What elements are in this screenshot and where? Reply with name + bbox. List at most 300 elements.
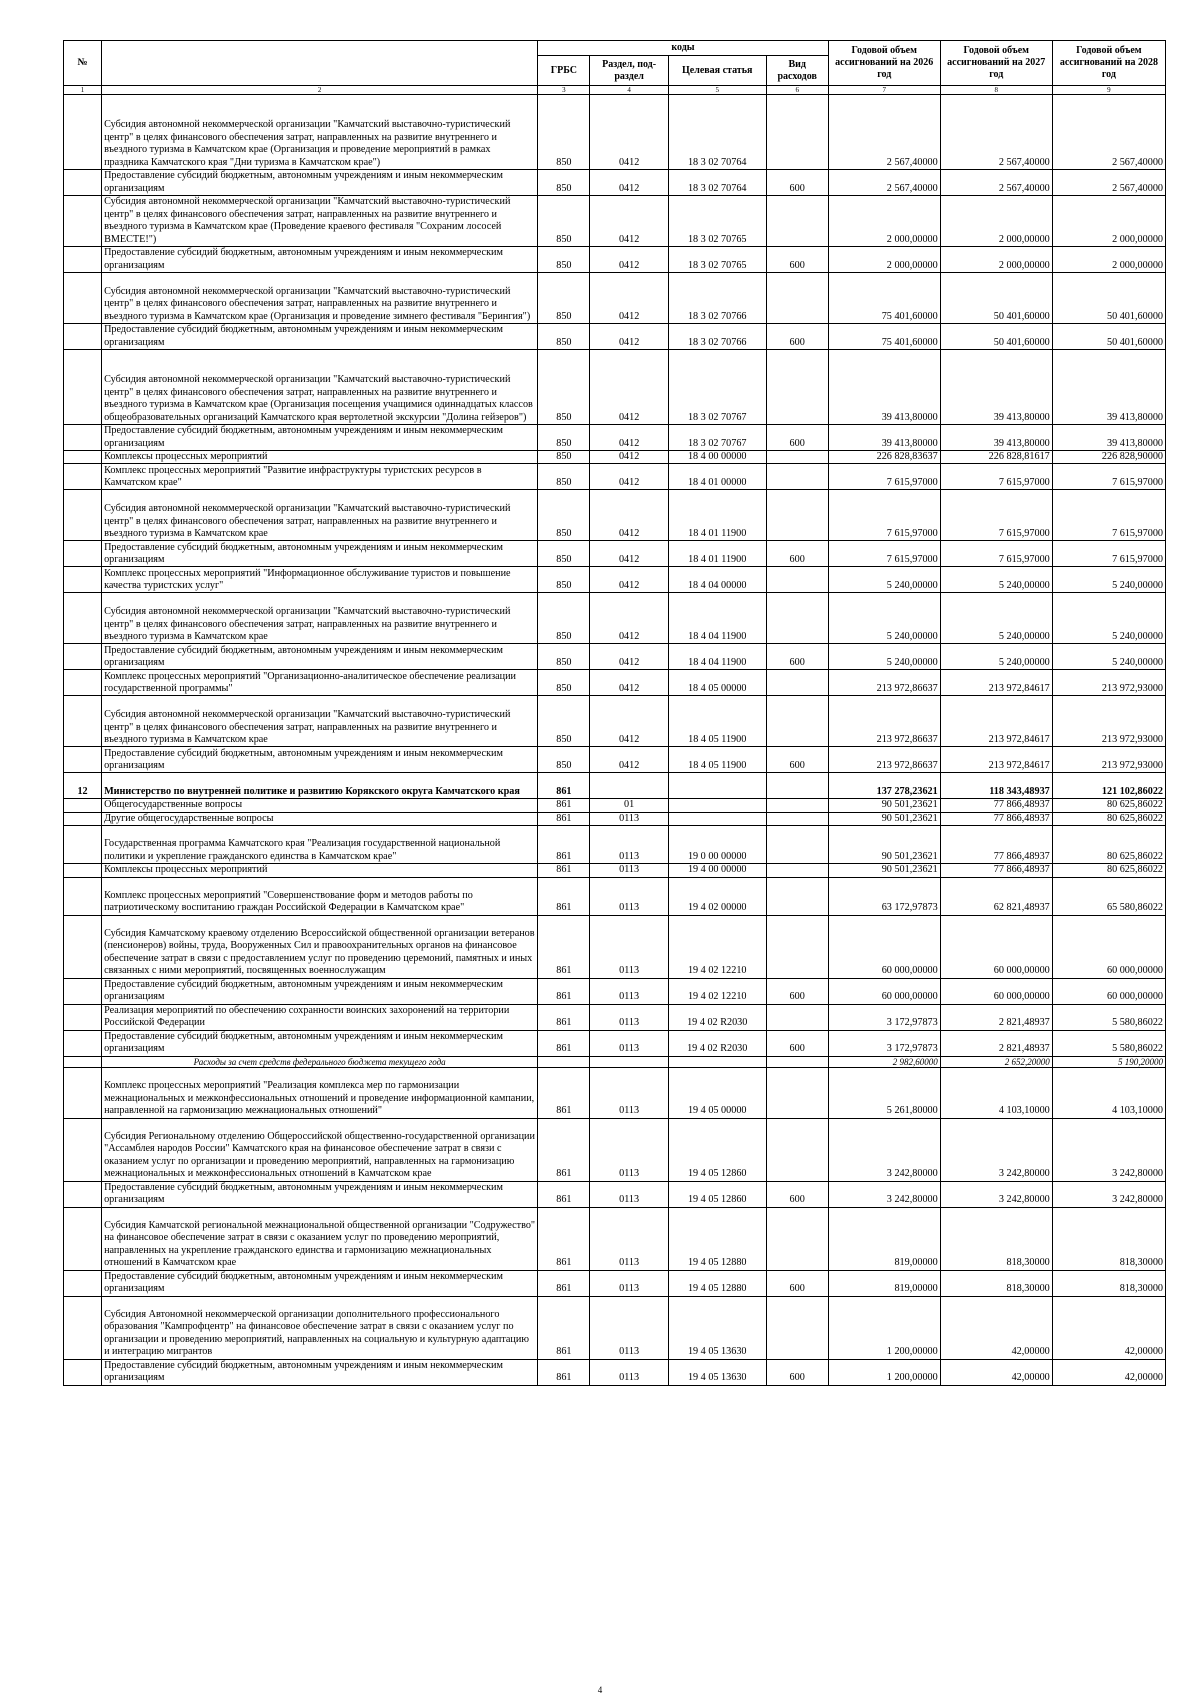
row-razdel: 0113 <box>590 1004 668 1030</box>
row-amount-2027: 2 000,00000 <box>940 247 1052 273</box>
row-description: Предоставление субсидий бюджетным, автономным учреждениям и иным некоммерческим организациям <box>102 1181 538 1207</box>
table-row <box>64 95 1166 170</box>
row-amount-2026: 1 200,00000 <box>828 1296 940 1359</box>
header-2026: Годовой объем ассигнований на 2026 год <box>828 41 940 86</box>
row-target: 19 4 02 12210 <box>668 915 766 978</box>
row-number <box>64 747 102 773</box>
row-amount-2026: 90 501,23621 <box>828 799 940 812</box>
table-row <box>64 877 1166 915</box>
row-amount-2028: 80 625,86022 <box>1052 864 1165 877</box>
row-target: 18 3 02 70767 <box>668 425 766 451</box>
row-amount-2027: 7 615,97000 <box>940 464 1052 490</box>
table-row <box>64 812 1166 825</box>
row-description: Предоставление субсидий бюджетным, автономным учреждениям и иным некоммерческим организациям <box>102 644 538 670</box>
row-number <box>64 915 102 978</box>
row-number <box>64 670 102 696</box>
row-razdel: 0412 <box>590 696 668 747</box>
row-vid: 600 <box>766 1359 828 1385</box>
row-vid: 600 <box>766 1270 828 1296</box>
row-number: 12 <box>64 773 102 799</box>
row-vid <box>766 812 828 825</box>
row-grbs: 850 <box>538 350 590 425</box>
column-number: 2 <box>102 86 538 95</box>
column-number: 3 <box>538 86 590 95</box>
row-grbs: 861 <box>538 1030 590 1056</box>
row-description: Субсидия автономной некоммерческой организации "Камчатский выставочно-туристический центр" в целях финансового обеспечения затрат, направленных на развитие внутреннего и въездного туризма в Камчатском крае <box>102 593 538 644</box>
row-grbs <box>538 1056 590 1067</box>
row-description: Комплекс процессных мероприятий "Развитие инфраструктуры туристских ресурсов в Камчатском крае" <box>102 464 538 490</box>
table-row <box>64 826 1166 864</box>
row-vid: 600 <box>766 1181 828 1207</box>
row-razdel: 0412 <box>590 670 668 696</box>
row-amount-2027: 2 000,00000 <box>940 196 1052 247</box>
row-description: Субсидия Камчатской региональной межнациональной общественной организации "Содружество" на финансовое обеспечение затрат в связи с оказанием услуг по проведению мероприятий, направленных на укрепление гражданского единства и гармонизацию межнациональных отношений в Камчатском крае <box>102 1207 538 1270</box>
table-row <box>64 978 1166 1004</box>
table-row <box>64 273 1166 324</box>
row-grbs: 861 <box>538 1181 590 1207</box>
table-row <box>64 915 1166 978</box>
row-number <box>64 541 102 567</box>
column-number: 5 <box>668 86 766 95</box>
row-razdel: 0412 <box>590 567 668 593</box>
row-amount-2026: 3 242,80000 <box>828 1181 940 1207</box>
row-amount-2026: 90 501,23621 <box>828 826 940 864</box>
table-row <box>64 1118 1166 1181</box>
header-vid: Вид расходов <box>766 56 828 86</box>
row-amount-2026: 213 972,86637 <box>828 670 940 696</box>
column-number: 6 <box>766 86 828 95</box>
row-amount-2026: 5 240,00000 <box>828 567 940 593</box>
row-amount-2028: 2 000,00000 <box>1052 196 1165 247</box>
row-amount-2027: 3 242,80000 <box>940 1118 1052 1181</box>
row-amount-2027: 42,00000 <box>940 1359 1052 1385</box>
row-grbs: 861 <box>538 877 590 915</box>
row-razdel: 0113 <box>590 1030 668 1056</box>
row-grbs: 861 <box>538 1207 590 1270</box>
table-row <box>64 567 1166 593</box>
row-razdel: 0113 <box>590 826 668 864</box>
row-amount-2027: 77 866,48937 <box>940 826 1052 864</box>
row-grbs: 850 <box>538 464 590 490</box>
row-amount-2027: 2 821,48937 <box>940 1030 1052 1056</box>
row-razdel: 0113 <box>590 1296 668 1359</box>
row-target: 19 4 05 12860 <box>668 1181 766 1207</box>
table-row <box>64 644 1166 670</box>
row-grbs: 850 <box>538 567 590 593</box>
header-no: № <box>64 41 102 86</box>
row-vid <box>766 773 828 799</box>
row-target: 19 0 00 00000 <box>668 826 766 864</box>
header-grbs: ГРБС <box>538 56 590 86</box>
row-amount-2028: 4 103,10000 <box>1052 1067 1165 1118</box>
row-vid <box>766 1207 828 1270</box>
header-2028: Годовой объем ассигнований на 2028 год <box>1052 41 1165 86</box>
row-target: 18 4 04 00000 <box>668 567 766 593</box>
row-amount-2026: 39 413,80000 <box>828 425 940 451</box>
row-amount-2026: 2 000,00000 <box>828 247 940 273</box>
table-row <box>64 696 1166 747</box>
row-amount-2028: 5 240,00000 <box>1052 593 1165 644</box>
row-razdel: 0412 <box>590 541 668 567</box>
row-razdel: 0412 <box>590 247 668 273</box>
row-vid: 600 <box>766 170 828 196</box>
row-vid: 600 <box>766 978 828 1004</box>
row-amount-2028: 60 000,00000 <box>1052 915 1165 978</box>
row-description: Министерство по внутренней политике и развитию Корякского округа Камчатского края <box>102 773 538 799</box>
row-vid <box>766 593 828 644</box>
table-row <box>64 196 1166 247</box>
row-description: Комплексы процессных мероприятий <box>102 864 538 877</box>
row-amount-2026: 5 240,00000 <box>828 593 940 644</box>
table-row <box>64 1056 1166 1067</box>
row-amount-2026: 1 200,00000 <box>828 1359 940 1385</box>
table-row <box>64 670 1166 696</box>
row-target <box>668 799 766 812</box>
row-target: 18 4 04 11900 <box>668 593 766 644</box>
table-row <box>64 247 1166 273</box>
row-target: 19 4 05 13630 <box>668 1296 766 1359</box>
row-target: 18 4 01 11900 <box>668 490 766 541</box>
row-target: 19 4 02 R2030 <box>668 1030 766 1056</box>
row-razdel: 0113 <box>590 915 668 978</box>
row-amount-2027: 4 103,10000 <box>940 1067 1052 1118</box>
row-razdel: 0412 <box>590 273 668 324</box>
row-amount-2028: 80 625,86022 <box>1052 799 1165 812</box>
table-row <box>64 324 1166 350</box>
row-amount-2028: 3 242,80000 <box>1052 1181 1165 1207</box>
row-amount-2027: 42,00000 <box>940 1296 1052 1359</box>
row-number <box>64 864 102 877</box>
row-number <box>64 170 102 196</box>
row-amount-2027: 60 000,00000 <box>940 978 1052 1004</box>
row-amount-2027: 2 652,20000 <box>940 1056 1052 1067</box>
row-amount-2027: 5 240,00000 <box>940 567 1052 593</box>
row-number <box>64 567 102 593</box>
row-grbs: 861 <box>538 1296 590 1359</box>
row-amount-2027: 5 240,00000 <box>940 644 1052 670</box>
column-number: 9 <box>1052 86 1165 95</box>
row-amount-2027: 2 567,40000 <box>940 170 1052 196</box>
row-razdel: 0412 <box>590 464 668 490</box>
row-amount-2026: 137 278,23621 <box>828 773 940 799</box>
row-vid <box>766 696 828 747</box>
row-razdel: 0113 <box>590 1067 668 1118</box>
row-vid <box>766 1296 828 1359</box>
row-description: Предоставление субсидий бюджетным, автономным учреждениям и иным некоммерческим организациям <box>102 978 538 1004</box>
row-amount-2026: 819,00000 <box>828 1207 940 1270</box>
row-vid: 600 <box>766 324 828 350</box>
row-description: Общегосударственные вопросы <box>102 799 538 812</box>
row-grbs: 850 <box>538 696 590 747</box>
row-vid <box>766 1118 828 1181</box>
row-amount-2026: 7 615,97000 <box>828 464 940 490</box>
header-2027: Годовой объем ассигнований на 2027 год <box>940 41 1052 86</box>
row-number <box>64 425 102 451</box>
row-description: Комплекс процессных мероприятий "Информационное обслуживание туристов и повышение качества туристских услуг" <box>102 567 538 593</box>
row-target: 18 4 05 11900 <box>668 747 766 773</box>
row-amount-2028: 818,30000 <box>1052 1270 1165 1296</box>
row-razdel: 0412 <box>590 350 668 425</box>
row-amount-2026: 5 261,80000 <box>828 1067 940 1118</box>
row-amount-2026: 3 172,97873 <box>828 1004 940 1030</box>
row-amount-2028: 42,00000 <box>1052 1359 1165 1385</box>
row-amount-2027: 226 828,81617 <box>940 451 1052 464</box>
column-number: 4 <box>590 86 668 95</box>
row-grbs: 850 <box>538 95 590 170</box>
row-vid <box>766 799 828 812</box>
table-row <box>64 1207 1166 1270</box>
row-number <box>64 1067 102 1118</box>
row-number <box>64 1030 102 1056</box>
row-grbs: 861 <box>538 915 590 978</box>
row-amount-2026: 2 000,00000 <box>828 196 940 247</box>
row-vid <box>766 95 828 170</box>
row-vid <box>766 1004 828 1030</box>
row-razdel: 0412 <box>590 170 668 196</box>
row-target <box>668 812 766 825</box>
row-razdel: 0412 <box>590 196 668 247</box>
row-amount-2028: 213 972,93000 <box>1052 747 1165 773</box>
row-amount-2026: 5 240,00000 <box>828 644 940 670</box>
table-body <box>64 95 1166 1386</box>
row-razdel: 0412 <box>590 95 668 170</box>
row-amount-2028: 50 401,60000 <box>1052 273 1165 324</box>
row-target: 19 4 02 R2030 <box>668 1004 766 1030</box>
row-amount-2027: 60 000,00000 <box>940 915 1052 978</box>
row-number <box>64 593 102 644</box>
row-number <box>64 1056 102 1067</box>
row-description: Предоставление субсидий бюджетным, автономным учреждениям и иным некоммерческим организациям <box>102 1359 538 1385</box>
row-amount-2027: 213 972,84617 <box>940 696 1052 747</box>
row-description: Реализация мероприятий по обеспечению сохранности воинских захоронений на территории Российской Федерации <box>102 1004 538 1030</box>
row-grbs: 861 <box>538 1359 590 1385</box>
row-target: 18 4 05 00000 <box>668 670 766 696</box>
row-razdel: 0113 <box>590 1207 668 1270</box>
row-grbs: 850 <box>538 425 590 451</box>
row-razdel: 01 <box>590 799 668 812</box>
row-description: Предоставление субсидий бюджетным, автономным учреждениям и иным некоммерческим организациям <box>102 247 538 273</box>
row-target: 18 4 01 00000 <box>668 464 766 490</box>
row-description: Субсидия автономной некоммерческой организации "Камчатский выставочно-туристический центр" в целях финансового обеспечения затрат, направленных на развитие внутреннего и въездного туризма в Камчатском крае (Организация и проведение зимнего фестиваля "Берингия") <box>102 273 538 324</box>
table-row <box>64 1270 1166 1296</box>
row-description: Предоставление субсидий бюджетным, автономным учреждениям и иным некоммерческим организациям <box>102 170 538 196</box>
table-row <box>64 1359 1166 1385</box>
row-amount-2026: 3 172,97873 <box>828 1030 940 1056</box>
row-vid <box>766 490 828 541</box>
row-target: 19 4 05 13630 <box>668 1359 766 1385</box>
row-grbs: 850 <box>538 541 590 567</box>
row-vid: 600 <box>766 247 828 273</box>
row-amount-2027: 77 866,48937 <box>940 799 1052 812</box>
row-razdel: 0113 <box>590 1118 668 1181</box>
row-grbs: 850 <box>538 324 590 350</box>
row-description: Государственная программа Камчатского края "Реализация государственной национальной политики и укрепление гражданского единства в Камчатском крае" <box>102 826 538 864</box>
row-amount-2027: 39 413,80000 <box>940 350 1052 425</box>
row-amount-2028: 2 567,40000 <box>1052 95 1165 170</box>
row-razdel: 0113 <box>590 1181 668 1207</box>
row-number <box>64 1359 102 1385</box>
row-number <box>64 324 102 350</box>
row-amount-2027: 7 615,97000 <box>940 490 1052 541</box>
row-description: Предоставление субсидий бюджетным, автономным учреждениям и иным некоммерческим организациям <box>102 425 538 451</box>
row-grbs: 861 <box>538 1270 590 1296</box>
row-grbs: 850 <box>538 593 590 644</box>
row-description: Субсидия автономной некоммерческой организации "Камчатский выставочно-туристический центр" в целях финансового обеспечения затрат, направленных на развитие внутреннего и въездного туризма в Камчатском крае (Организация посещения учащимися одиннадцатых классов общеобразовательных организаций Камчатского края вертолетной экскурсии "Долина гейзеров") <box>102 350 538 425</box>
row-amount-2028: 50 401,60000 <box>1052 324 1165 350</box>
row-amount-2028: 5 240,00000 <box>1052 567 1165 593</box>
row-grbs: 861 <box>538 799 590 812</box>
row-vid: 600 <box>766 747 828 773</box>
row-grbs: 861 <box>538 978 590 1004</box>
row-target: 18 3 02 70764 <box>668 95 766 170</box>
row-grbs: 861 <box>538 1067 590 1118</box>
row-description: Предоставление субсидий бюджетным, автономным учреждениям и иным некоммерческим организациям <box>102 1270 538 1296</box>
row-description: Другие общегосударственные вопросы <box>102 812 538 825</box>
row-amount-2028: 80 625,86022 <box>1052 826 1165 864</box>
row-target: 19 4 00 00000 <box>668 864 766 877</box>
row-vid <box>766 273 828 324</box>
row-description: Субсидия автономной некоммерческой организации "Камчатский выставочно-туристический центр" в целях финансового обеспечения затрат, направленных на развитие внутреннего и въездного туризма в Камчатском крае <box>102 696 538 747</box>
row-razdel: 0113 <box>590 812 668 825</box>
row-target: 19 4 05 12880 <box>668 1270 766 1296</box>
row-razdel: 0412 <box>590 747 668 773</box>
row-number <box>64 826 102 864</box>
row-target: 18 4 00 00000 <box>668 451 766 464</box>
table-row <box>64 170 1166 196</box>
row-number <box>64 247 102 273</box>
row-amount-2027: 50 401,60000 <box>940 273 1052 324</box>
row-amount-2027: 118 343,48937 <box>940 773 1052 799</box>
row-razdel: 0412 <box>590 324 668 350</box>
row-description: Предоставление субсидий бюджетным, автономным учреждениям и иным некоммерческим организациям <box>102 1030 538 1056</box>
row-vid: 600 <box>766 1030 828 1056</box>
row-vid: 600 <box>766 541 828 567</box>
row-amount-2027: 3 242,80000 <box>940 1181 1052 1207</box>
table-row <box>64 1296 1166 1359</box>
row-number <box>64 799 102 812</box>
row-number <box>64 644 102 670</box>
table-row <box>64 864 1166 877</box>
row-description: Субсидия Региональному отделению Общероссийской общественно-государственной организации "Ассамблея народов России" Камчатского края на финансовое обеспечение затрат в связи с оказанием услуг по организации и проведению мероприятий, направленных на гармонизацию межнациональных и межконфессиональных отношений в Камчатском крае <box>102 1118 538 1181</box>
row-amount-2026: 7 615,97000 <box>828 490 940 541</box>
row-target: 18 4 05 11900 <box>668 696 766 747</box>
row-vid <box>766 864 828 877</box>
row-grbs: 850 <box>538 644 590 670</box>
row-grbs: 850 <box>538 670 590 696</box>
row-vid: 600 <box>766 425 828 451</box>
row-razdel: 0412 <box>590 490 668 541</box>
table-row <box>64 451 1166 464</box>
row-target <box>668 1056 766 1067</box>
row-amount-2028: 39 413,80000 <box>1052 350 1165 425</box>
row-grbs: 850 <box>538 196 590 247</box>
row-amount-2026: 2 982,60000 <box>828 1056 940 1067</box>
row-grbs: 850 <box>538 247 590 273</box>
row-amount-2028: 42,00000 <box>1052 1296 1165 1359</box>
row-description: Субсидия автономной некоммерческой организации "Камчатский выставочно-туристический центр" в целях финансового обеспечения затрат, направленных на развитие внутреннего и въездного туризма в Камчатском крае <box>102 490 538 541</box>
row-amount-2028: 60 000,00000 <box>1052 978 1165 1004</box>
row-razdel: 0412 <box>590 425 668 451</box>
row-vid <box>766 567 828 593</box>
row-amount-2028: 65 580,86022 <box>1052 877 1165 915</box>
row-description: Субсидия Камчатскому краевому отделению Всероссийской общественной организации ветеранов (пенсионеров) войны, труда, Вооруженных Сил и правоохранительных органов на финансовое обеспечение затрат в связи с предоставлением услуг по проведению церемоний, памятных и иных связанных с ними мероприятий, посвященных военнослужащим <box>102 915 538 978</box>
row-razdel: 0113 <box>590 1359 668 1385</box>
row-number <box>64 196 102 247</box>
table-row <box>64 1030 1166 1056</box>
table-row <box>64 541 1166 567</box>
row-amount-2028: 80 625,86022 <box>1052 812 1165 825</box>
row-number <box>64 95 102 170</box>
row-number <box>64 877 102 915</box>
row-amount-2026: 90 501,23621 <box>828 864 940 877</box>
row-number <box>64 696 102 747</box>
row-description: Субсидия автономной некоммерческой организации "Камчатский выставочно-туристический центр" в целях финансового обеспечения затрат, направленных на развитие внутреннего и въездного туризма в Камчатском крае (Организация и проведение мероприятий в рамках праздника Камчатского края "Дни туризма в Камчатском крае") <box>102 95 538 170</box>
row-razdel <box>590 773 668 799</box>
row-amount-2027: 77 866,48937 <box>940 812 1052 825</box>
row-amount-2028: 5 240,00000 <box>1052 644 1165 670</box>
row-amount-2026: 60 000,00000 <box>828 978 940 1004</box>
row-amount-2026: 7 615,97000 <box>828 541 940 567</box>
row-amount-2027: 213 972,84617 <box>940 747 1052 773</box>
row-description: Комплексы процессных мероприятий <box>102 451 538 464</box>
page-number: 4 <box>597 1685 603 1695</box>
row-amount-2027: 2 567,40000 <box>940 95 1052 170</box>
row-target: 19 4 05 12880 <box>668 1207 766 1270</box>
row-vid <box>766 826 828 864</box>
row-amount-2028: 7 615,97000 <box>1052 541 1165 567</box>
row-amount-2028: 39 413,80000 <box>1052 425 1165 451</box>
row-amount-2027: 39 413,80000 <box>940 425 1052 451</box>
row-amount-2026: 63 172,97873 <box>828 877 940 915</box>
row-number <box>64 978 102 1004</box>
row-razdel: 0113 <box>590 877 668 915</box>
row-amount-2027: 818,30000 <box>940 1270 1052 1296</box>
row-vid: 600 <box>766 644 828 670</box>
row-grbs: 861 <box>538 864 590 877</box>
row-amount-2027: 213 972,84617 <box>940 670 1052 696</box>
row-amount-2026: 2 567,40000 <box>828 170 940 196</box>
row-amount-2028: 818,30000 <box>1052 1207 1165 1270</box>
table-row <box>64 773 1166 799</box>
row-target: 19 4 05 00000 <box>668 1067 766 1118</box>
row-razdel: 0113 <box>590 978 668 1004</box>
row-number <box>64 1004 102 1030</box>
row-amount-2028: 5 580,86022 <box>1052 1030 1165 1056</box>
row-number <box>64 812 102 825</box>
row-target: 19 4 05 12860 <box>668 1118 766 1181</box>
row-vid <box>766 1067 828 1118</box>
row-grbs: 850 <box>538 747 590 773</box>
row-number <box>64 350 102 425</box>
row-amount-2027: 77 866,48937 <box>940 864 1052 877</box>
column-number: 8 <box>940 86 1052 95</box>
row-target: 18 3 02 70764 <box>668 170 766 196</box>
table-row <box>64 425 1166 451</box>
row-description: Предоставление субсидий бюджетным, автономным учреждениям и иным некоммерческим организациям <box>102 747 538 773</box>
budget-table <box>63 40 1166 1386</box>
row-grbs: 861 <box>538 773 590 799</box>
row-vid <box>766 1056 828 1067</box>
row-description: Субсидия автономной некоммерческой организации "Камчатский выставочно-туристический центр" в целях финансового обеспечения затрат, направленных на развитие внутреннего и въездного туризма в Камчатском крае (Проведение краевого фестиваля "Сохраним лососей ВМЕСТЕ!") <box>102 196 538 247</box>
row-amount-2026: 819,00000 <box>828 1270 940 1296</box>
row-amount-2026: 90 501,23621 <box>828 812 940 825</box>
row-amount-2026: 226 828,83637 <box>828 451 940 464</box>
row-amount-2027: 818,30000 <box>940 1207 1052 1270</box>
row-amount-2026: 60 000,00000 <box>828 915 940 978</box>
row-grbs: 861 <box>538 1004 590 1030</box>
row-target: 18 3 02 70766 <box>668 273 766 324</box>
row-target: 18 4 01 11900 <box>668 541 766 567</box>
